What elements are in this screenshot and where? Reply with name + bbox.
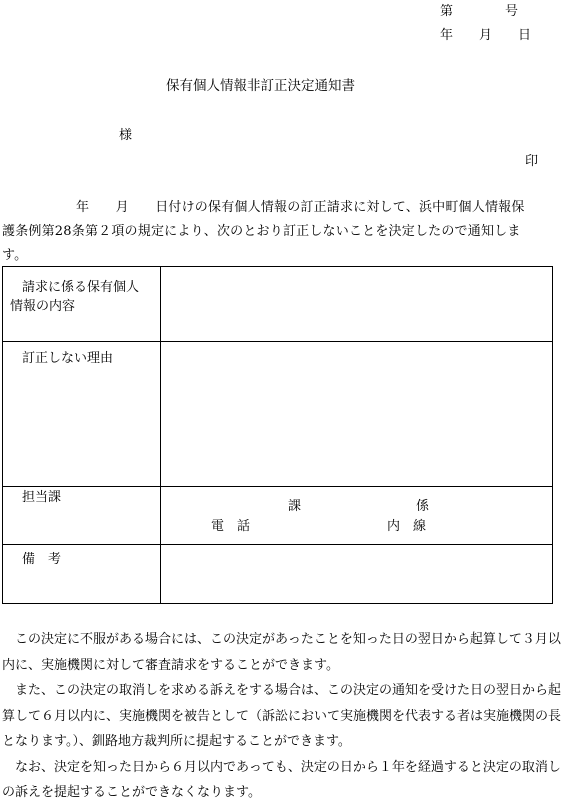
department-extension: 内 線 [387, 519, 427, 534]
content-label-cell [3, 267, 161, 342]
body-line-1-text: 年 月 日付けの保有個人情報の訂正請求に対して、浜中町個人情報保 [76, 200, 525, 215]
department-kakari: 係 [416, 499, 430, 514]
document-date: 年 月 日 [440, 28, 532, 43]
recipient-suffix: 様 [119, 128, 133, 143]
note-lawsuit: また、この決定の取消しを求める訴えをする場合は、この決定の通知を受けた日の翌日から起算して６月以内に、実施機関を被告として（訴訟において実施機関を代表する者は実施機関の長となります。）、釧路地方裁判所に提起することができます。 [2, 683, 562, 749]
document-number: 第 号 [440, 4, 519, 19]
content-value-cell[interactable] [161, 267, 553, 342]
form-table [2, 266, 553, 604]
body-line-3: す。 [2, 248, 28, 263]
reason-value-cell[interactable] [161, 342, 553, 487]
body-line-2: 護条例第28条第２項の規定により、次のとおり訂正しないことを決定したので通知しま [2, 224, 521, 239]
note-deadline: なお、決定を知った日から６月以内であっても、決定の日から１年を経過すると決定の取消しの訴えを提起することができなくなります。 [2, 759, 561, 800]
content-label-line-1: 請求に係る保有個人 [22, 280, 140, 295]
table-row [3, 267, 553, 342]
reason-label-cell [3, 342, 161, 487]
table-row [3, 342, 553, 487]
remarks-label: 備 考 [22, 552, 62, 567]
seal-mark: 印 [525, 154, 539, 169]
document-title: 保有個人情報非訂正決定通知書 [166, 78, 355, 94]
remarks-label-cell [3, 545, 161, 604]
table-row [3, 545, 553, 604]
note-appeal: この決定に不服がある場合には、この決定があったことを知った日の翌日から起算して３月以内に、実施機関に対して審査請求をすることができます。 [2, 632, 561, 673]
notes-section [2, 627, 568, 806]
department-ka: 課 [288, 499, 302, 514]
department-value-cell[interactable] [161, 487, 553, 545]
body-line-1 [76, 196, 568, 220]
table-row [3, 487, 553, 545]
department-phone: 電 話 [211, 519, 251, 534]
remarks-value-cell[interactable] [161, 545, 553, 604]
content-label-line-2: 情報の内容 [10, 299, 76, 314]
department-label-cell [3, 487, 161, 545]
reason-label: 訂正しない理由 [22, 351, 114, 366]
department-label: 担当課 [22, 490, 62, 505]
